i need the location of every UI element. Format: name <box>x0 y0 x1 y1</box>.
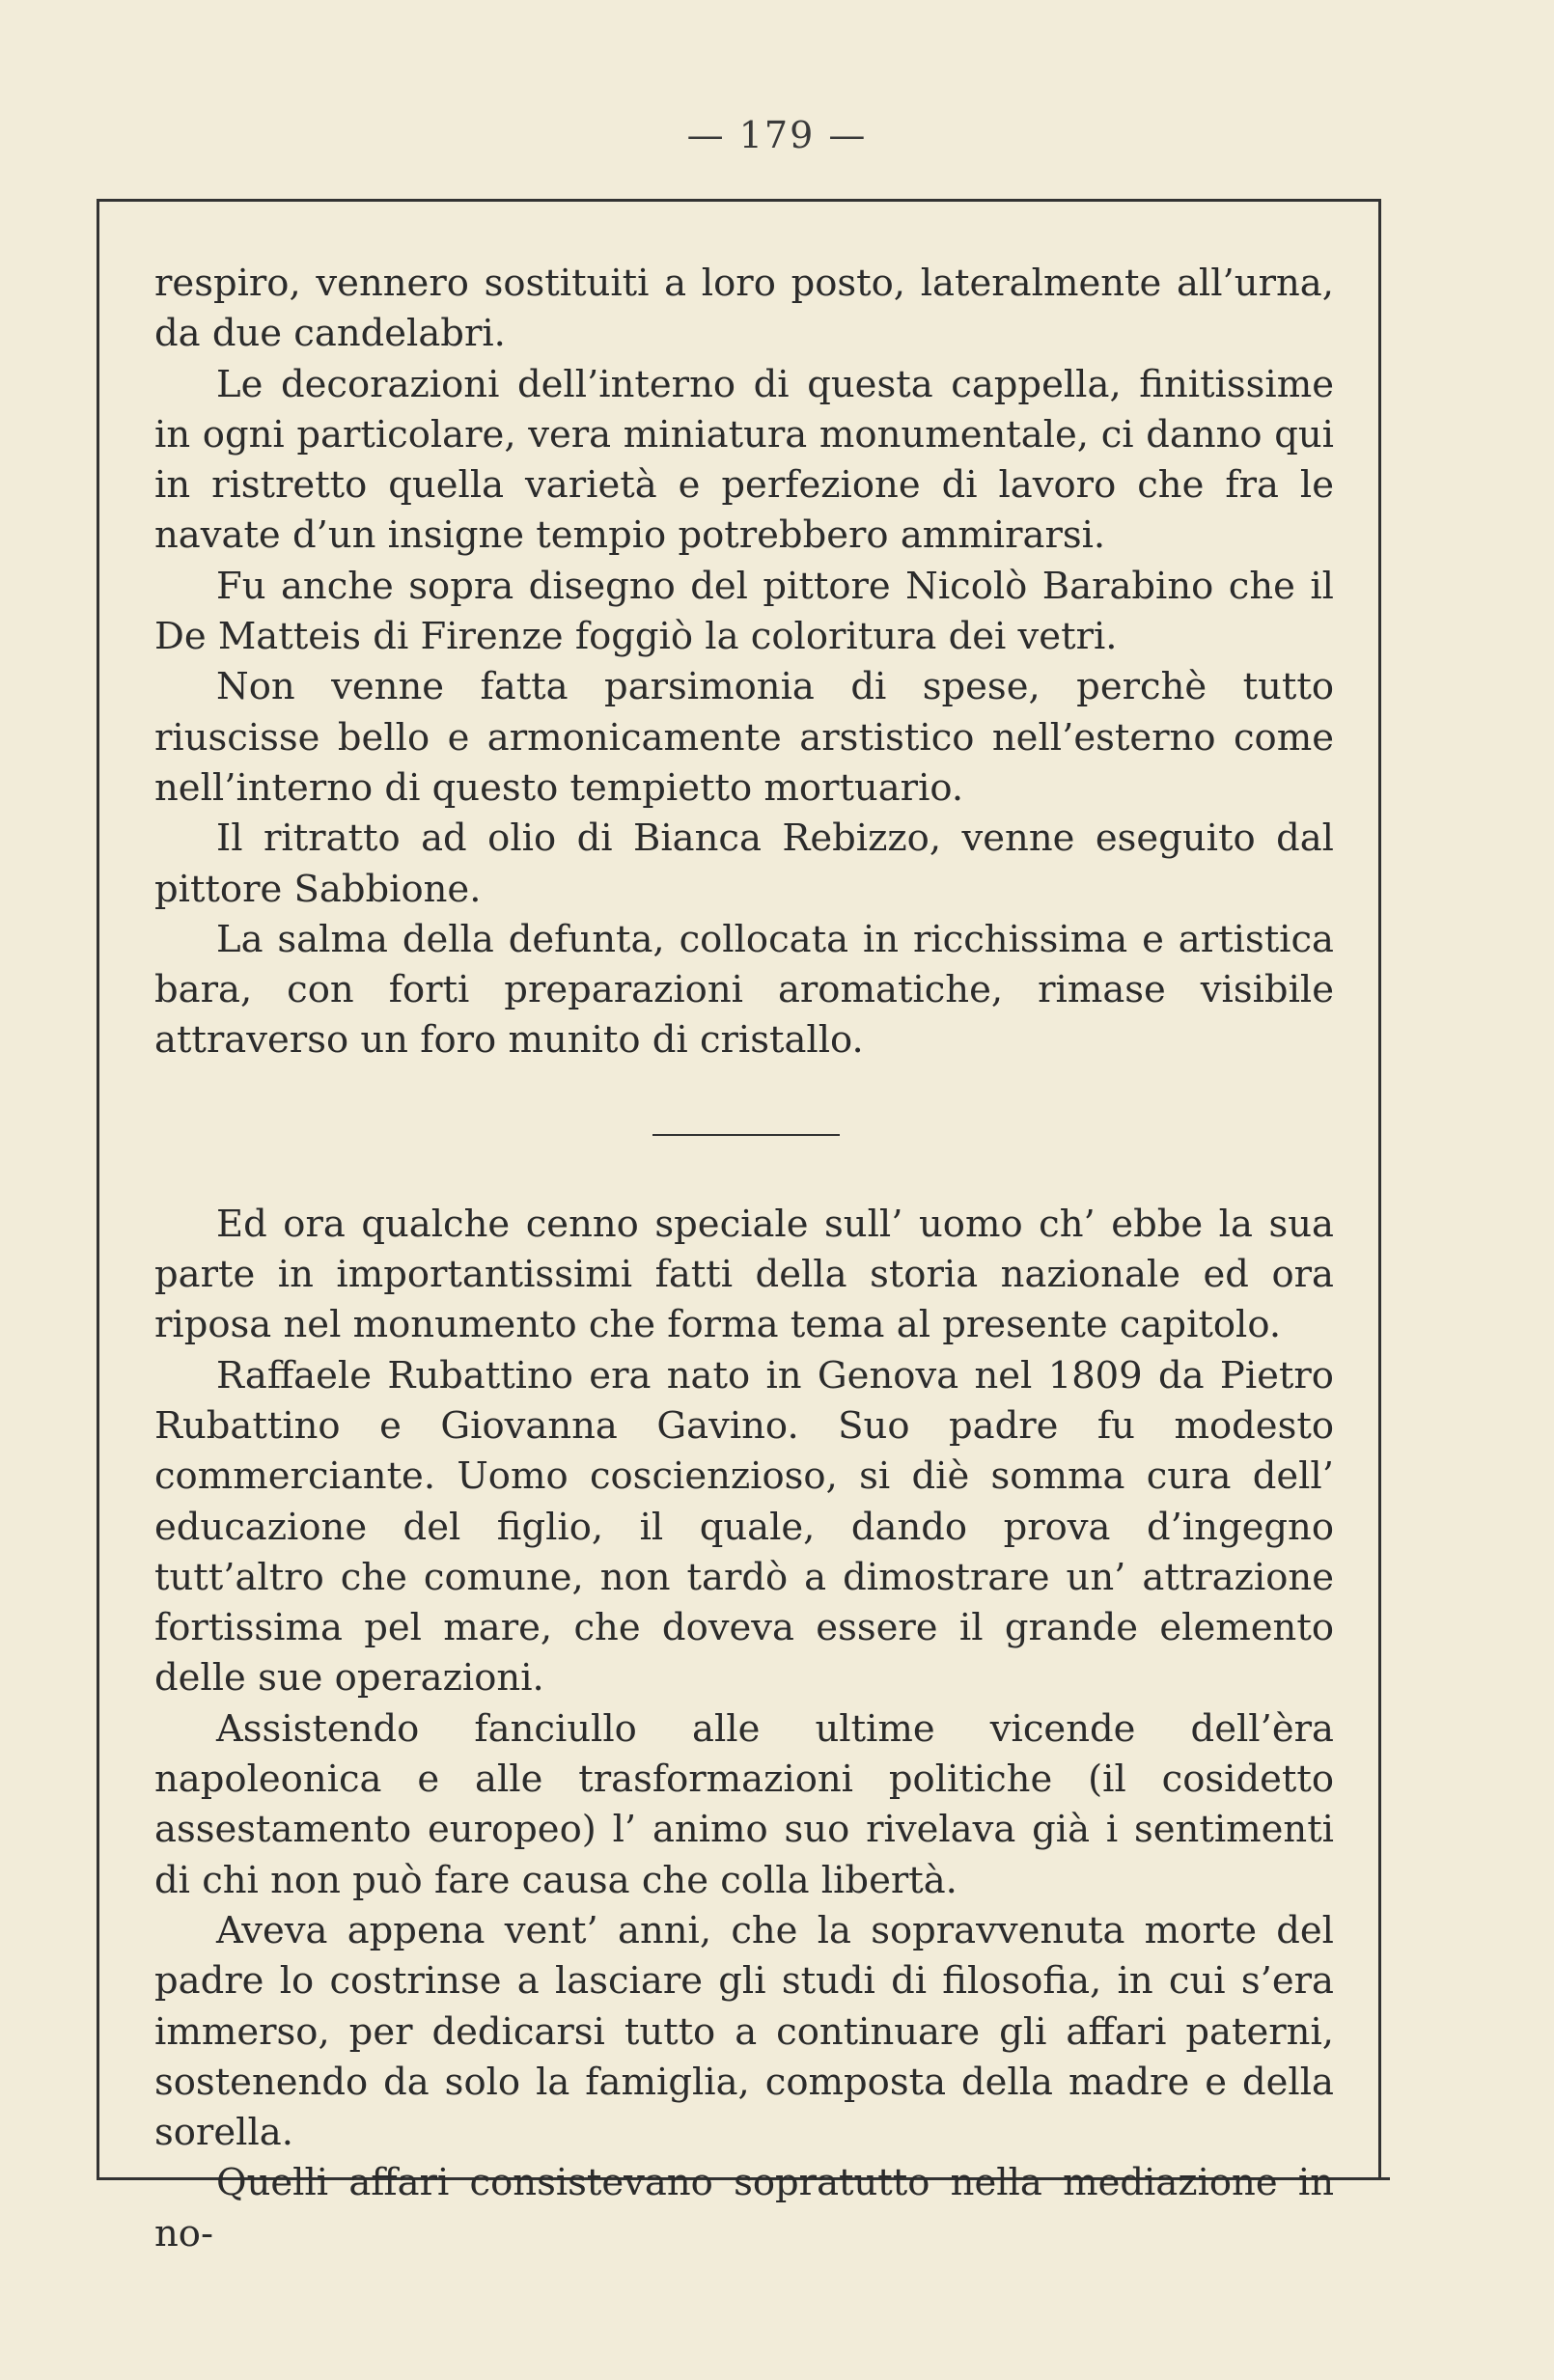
paragraph: Il ritratto ad olio di Bianca Rebizzo, venne eseguito dal pittore Sabbione. <box>154 816 1334 911</box>
paragraph: Non venne fatta parsimonia di spese, perchè tutto riuscisse bello e armonicamente arstistico nell’esterno come nell’interno di questo tempietto mortuario. <box>154 665 1334 810</box>
frame-left-border <box>97 199 99 2179</box>
paragraph: Raffaele Rubattino era nato in Genova nel 1809 da Pietro Rubattino e Giovanna Gavino. Suo padre fu modesto commerciante. Uomo coscienzioso, si diè somma cura dell’ educazione del figlio, il quale, dando prova d’ingegno tutt’altro che comune, non tardò a dimostrare un’ attrazione fortissima pel mare, che doveva essere il grande elemento delle sue operazioni. <box>154 1353 1334 1701</box>
paragraph: Quelli affari consistevano sopratutto nella mediazione in no- <box>154 2161 1334 2255</box>
frame-right-border <box>1378 199 1381 2179</box>
paragraph: Assistendo fanciullo alle ultime vicende dell’èra napoleonica e alle trasformazioni politiche (il cosidetto assestamento europeo) l’ animo suo rivelava già i sentimenti di chi non può fare causa che colla libertà. <box>154 1706 1334 1902</box>
paragraph: Aveva appena vent’ anni, che la sopravvenuta morte del padre lo costrinse a lasciare gli studi di filosofia, in cui s’era immerso, per dedicarsi tutto a continuare gli affari paterni, sostenendo da solo la famiglia, composta della madre e della sorella. <box>154 1908 1334 2155</box>
paragraph: Le decorazioni dell’interno di questa cappella, finitissime in ogni particolare, vera miniatura monumentale, ci danno qui in ristretto quella varietà e perfezione di lavoro che fra le navate d’un insigne tempio potrebbero ammirarsi. <box>154 362 1334 558</box>
paragraph: Fu anche sopra disegno del pittore Nicolò Barabino che il De Matteis di Firenze foggiò la coloritura dei vetri. <box>154 564 1334 659</box>
paragraph: La salma della defunta, collocata in ricchissima e artistica bara, con forti preparazioni aromatiche, rimase visibile attraverso un foro munito di cristallo. <box>154 917 1334 1063</box>
page-number: — 179 — <box>686 114 868 156</box>
paragraph: Ed ora qualche cenno speciale sull’ uomo ch’ ebbe la sua parte in importantissimi fatti della storia nazionale ed ora riposa nel monumento che forma tema al presente capitolo. <box>154 1202 1334 1347</box>
body-text <box>154 259 1334 2259</box>
frame-top-border <box>97 199 1380 202</box>
section-separator <box>652 1134 840 1136</box>
paragraph: respiro, vennero sostituiti a loro posto, lateralmente all’urna, da due candelabri. <box>154 262 1334 356</box>
